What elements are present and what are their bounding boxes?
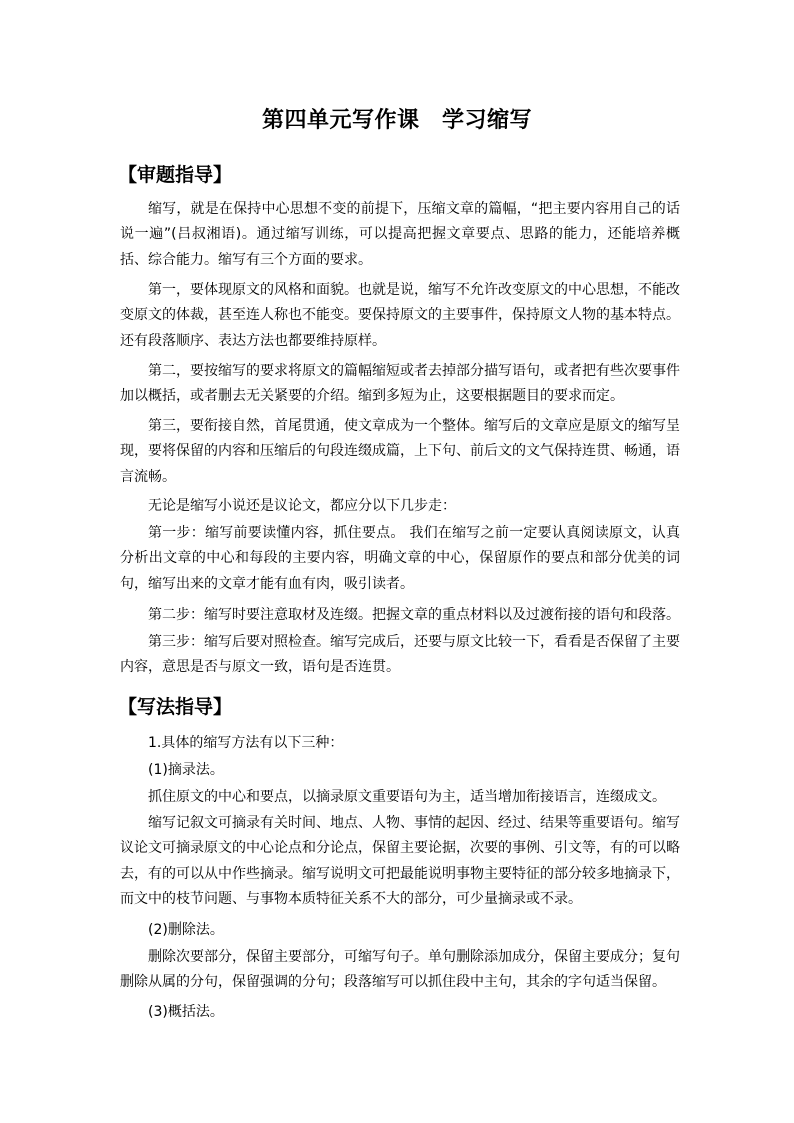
paragraph: 第一步：缩写前要读懂内容，抓住要点。 我们在缩写之前一定要认真阅读原文，认真分析出文章的中心和每段的主要内容，明确文章的中心，保留原作的要点和部分优美的词句，缩写出来的文章才能有血有肉，吸引读者。 (120, 525, 680, 592)
paragraph: 缩写记叙文可摘录有关时间、地点、人物、事情的起因、经过、结果等重要语句。缩写议论文可摘录原文的中心论点和分论点，保留主要论据，次要的事例、引文等，有的可以略去，有的可以从中作些摘录。缩写说明文可把最能说明事物主要特征的部分较多地摘录下，而文中的枝节问题、与事物本质特征关系不大的部分，可少量摘录或不录。 (120, 815, 680, 907)
paragraph: 第三，要衔接自然，首尾贯通，使文章成为一个整体。缩写后的文章应是原文的缩写呈现，要将保留的内容和压缩后的句段连缀成篇，上下句、前后文的文气保持连贯、畅通，语言流畅。 (120, 418, 680, 485)
paragraph: 第三步：缩写后要对照检查。缩写完成后，还要与原文比较一下，看看是否保留了主要内容，意思是否与原文一致，语句是否连贯。 (120, 634, 680, 676)
list-item: (3)概括法。 (148, 1004, 224, 1020)
section-heading-analysis: 【审题指导】 (118, 164, 233, 186)
paragraph: 第二步：缩写时要注意取材及连缀。把握文章的重点材料以及过渡衔接的语句和段落。 (148, 607, 680, 623)
page-title: 第四单元写作课 学习缩写 (261, 108, 532, 133)
paragraph: 第二，要按缩写的要求将原文的篇幅缩短或者去掉部分描写语句，或者把有些次要事件加以概括，或者删去无关紧要的介绍。缩到多短为止，这要根据题目的要求而定。 (120, 363, 680, 405)
list-item: (2)删除法。 (148, 922, 224, 938)
paragraph: 缩写，就是在保持中心思想不变的前提下，压缩文章的篇幅，“把主要内容用自己的话说一遍”(吕叔湘语)。通过缩写训练，可以提高把握文章要点、思路的能力，还能培养概括、综合能力。缩写有三个方面的要求。 (120, 201, 680, 268)
section-heading-writing: 【写法指导】 (118, 696, 233, 718)
paragraph: 第一，要体现原文的风格和面貌。也就是说，缩写不允许改变原文的中心思想，不能改变原文的体裁，甚至连人称也不能变。要保持原文的主要事件，保持原文人物的基本特点。还有段落顺序、表达方法也都要维持原样。 (120, 282, 680, 349)
paragraph: 无论是缩写小说还是议论文，都应分以下几步走： (148, 498, 456, 514)
list-item: (1)摘录法。 (148, 762, 224, 778)
list-item: 1.具体的缩写方法有以下三种： (148, 735, 344, 751)
paragraph: 抓住原文的中心和要点，以摘录原文重要语句为主，适当增加衔接语言，连缀成文。 (148, 789, 666, 805)
paragraph: 删除次要部分，保留主要部分，可缩写句子。单句删除添加成分，保留主要成分；复句删除从属的分句，保留强调的分句；段落缩写可以抓住段中主句，其余的字句适当保留。 (120, 949, 680, 991)
